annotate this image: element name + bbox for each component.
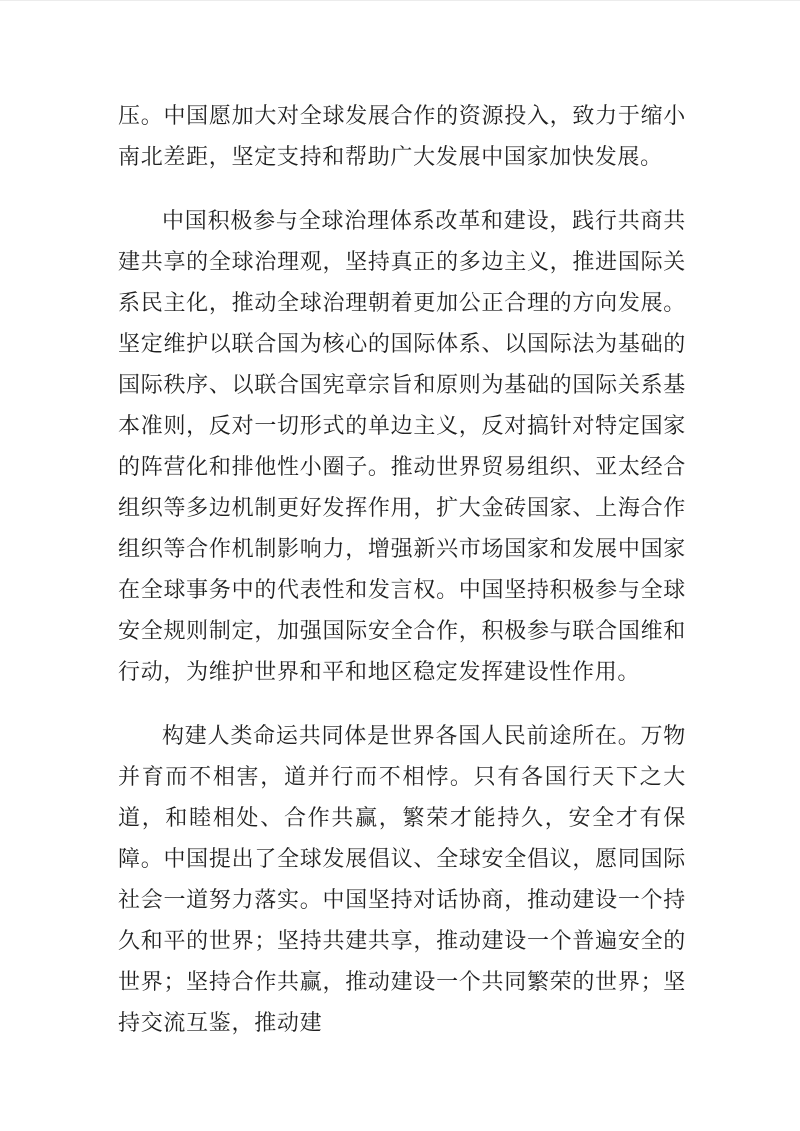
body-paragraph: 中国积极参与全球治理体系改革和建设，践行共商共建共享的全球治理观，坚持真正的多边主义，推进国际关系民主化，推动全球治理朝着更加公正合理的方向发展。坚定维护以联合国为核心的国际体系、以国际法为基础的国际秩序、以联合国宪章宗旨和原则为基础的国际关系基本准则，反对一切形式的单边主义，反对搞针对特定国家的阵营化和排他性小圈子。推动世界贸易组织、亚太经合组织等多边机制更好发挥作用，扩大金砖国家、上海合作组织等合作机制影响力，增强新兴市场国家和发展中国家在全球事务中的代表性和发言权。中国坚持积极参与全球安全规则制定，加强国际安全合作，积极参与联合国维和行动，为维护世界和平和地区稳定发挥建设性作用。 — [118, 208, 686, 684]
document-text-block — [118, 95, 686, 1043]
body-paragraph: 压。中国愿加大对全球发展合作的资源投入，致力于缩小南北差距，坚定支持和帮助广大发展中国家加快发展。 — [118, 103, 686, 169]
body-paragraph: 构建人类命运共同体是世界各国人民前途所在。万物并育而不相害，道并行而不相悖。只有各国行天下之大道，和睦相处、合作共赢，繁荣才能持久，安全才有保障。中国提出了全球发展倡议、全球安全倡议，愿同国际社会一道努力落实。中国坚持对话协商，推动建设一个持久和平的世界；坚持共建共享，推动建设一个普遍安全的世界；坚持合作共赢，推动建设一个共同繁荣的世界；坚持交流互鉴，推动建 — [118, 723, 686, 1035]
